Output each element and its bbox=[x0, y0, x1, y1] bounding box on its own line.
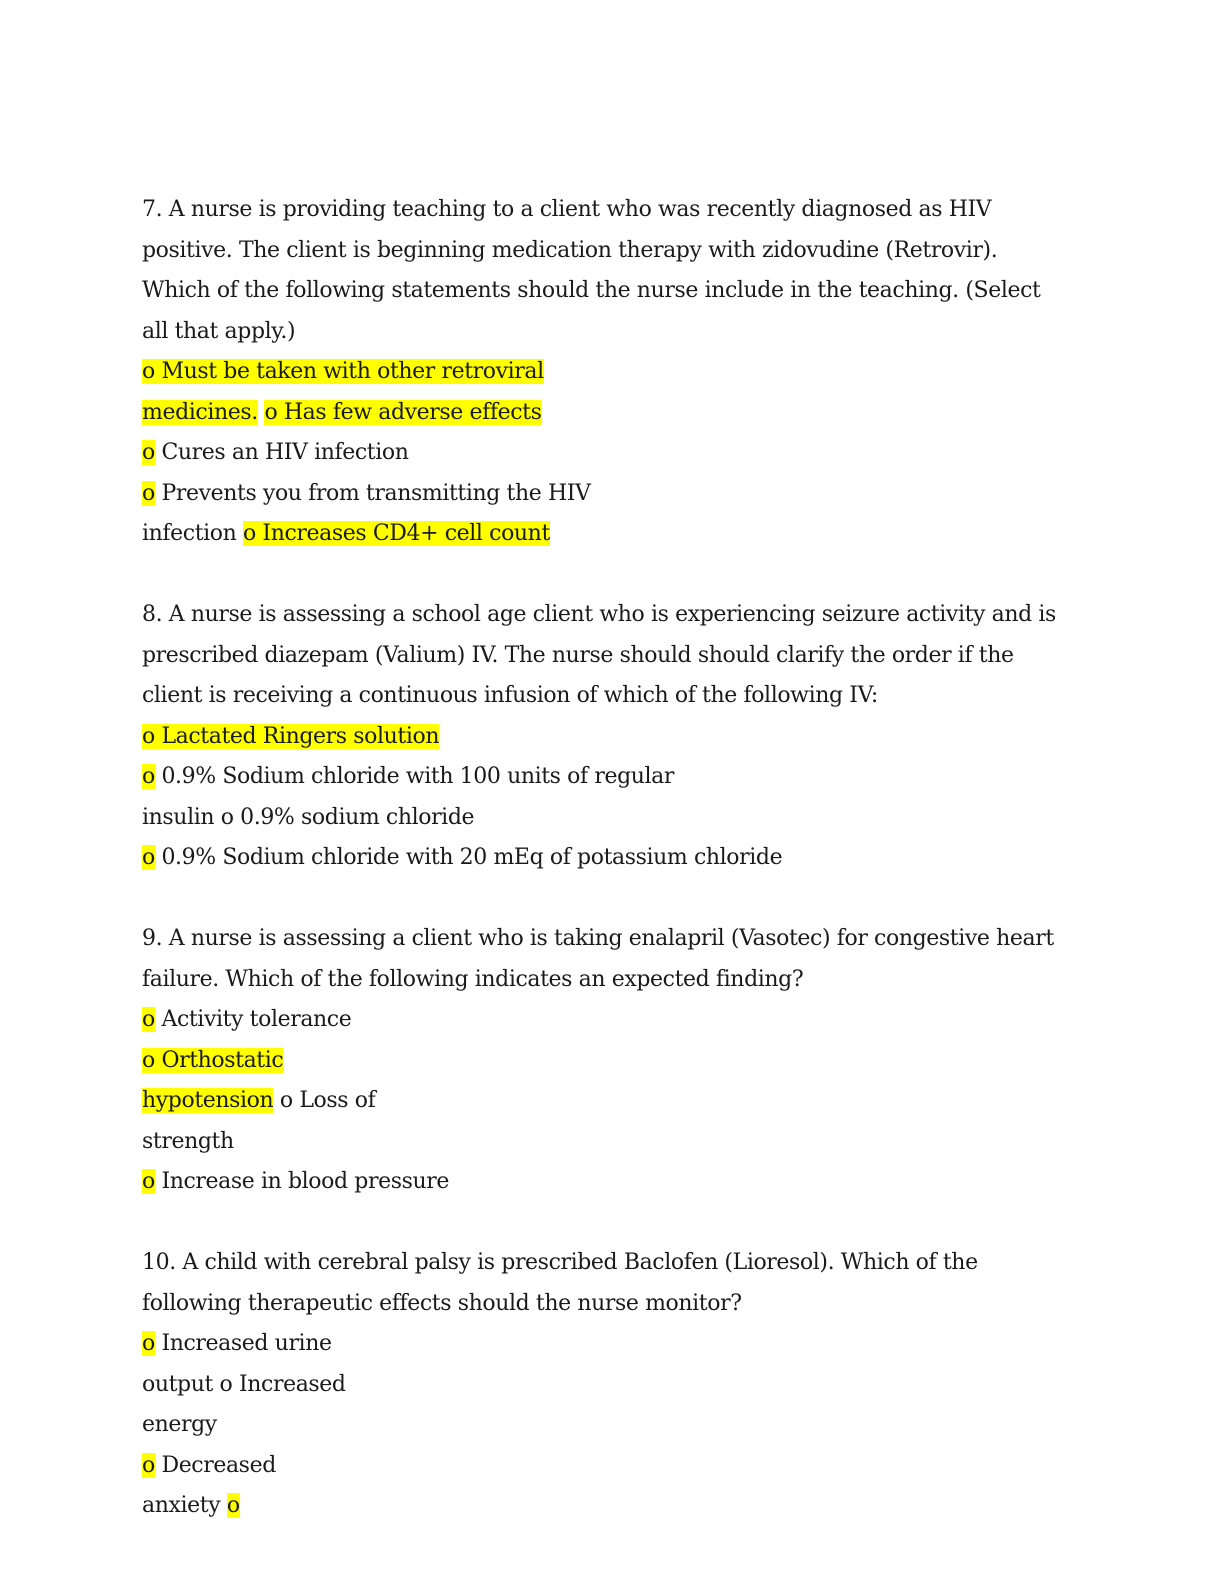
highlighted-option: hypotension bbox=[142, 1088, 274, 1113]
option-line bbox=[142, 1000, 1042, 1041]
option-text: Decreased bbox=[154, 1452, 276, 1478]
question-stem-line: all that apply.) bbox=[142, 318, 296, 344]
option-text: anxiety bbox=[142, 1493, 227, 1518]
option-bullet: o bbox=[226, 1493, 240, 1518]
option-line bbox=[142, 352, 1042, 393]
highlighted-option: medicines. bbox=[142, 399, 258, 425]
spacer bbox=[142, 555, 1042, 596]
option-bullet: o bbox=[142, 1007, 155, 1032]
question-stem-line: 8. A nurse is assessing a school age client who is experiencing seizure activity and is bbox=[142, 602, 1056, 627]
question-stem-line: 9. A nurse is assessing a client who is taking enalapril (Vasotec) for congestive heart bbox=[142, 926, 1054, 951]
option-line bbox=[142, 514, 1042, 555]
highlighted-option: o Has few adverse effects bbox=[264, 399, 542, 425]
question-9 bbox=[142, 919, 1054, 1203]
highlighted-option: o Lactated Ringers solution bbox=[142, 723, 440, 749]
option-bullet: o bbox=[142, 1331, 155, 1356]
option-line bbox=[142, 393, 1042, 434]
option-bullet: o bbox=[142, 480, 155, 506]
option-text: Prevents you from transmitting the HIV bbox=[154, 480, 591, 506]
option-bullet: o bbox=[142, 764, 155, 789]
highlighted-option: o Orthostatic bbox=[142, 1047, 284, 1073]
option-bullet: o bbox=[142, 845, 155, 870]
option-text: o Loss of bbox=[273, 1088, 376, 1113]
question-stem-line: prescribed diazepam (Valium) IV. The nurse should should clarify the order if the bbox=[142, 642, 1014, 668]
spacer bbox=[142, 1203, 1042, 1244]
option-text: Increase in blood pressure bbox=[154, 1169, 449, 1194]
option-bullet: o bbox=[142, 440, 155, 465]
option-line bbox=[142, 433, 1042, 474]
question-stem-line: 10. A child with cerebral palsy is prescribed Baclofen (Lioresol). Which of the bbox=[142, 1250, 978, 1275]
option-line: strength bbox=[142, 1128, 234, 1154]
option-line bbox=[142, 1081, 1042, 1122]
question-stem-line: client is receiving a continuous infusion of which of the following IV: bbox=[142, 683, 878, 708]
question-8 bbox=[142, 595, 1056, 879]
question-stem-line: failure. Which of the following indicates an expected finding? bbox=[142, 966, 804, 992]
question-stem-line: 7. A nurse is providing teaching to a client who was recently diagnosed as HIV bbox=[142, 197, 992, 222]
option-bullet: o bbox=[142, 1452, 155, 1478]
question-stem-line: Which of the following statements should the nurse include in the teaching. (Select bbox=[142, 278, 1041, 303]
option-line bbox=[142, 1446, 1042, 1487]
document-page bbox=[142, 190, 1056, 1527]
option-line bbox=[142, 757, 1042, 798]
spacer bbox=[142, 879, 1042, 920]
option-line bbox=[142, 474, 1042, 515]
question-10 bbox=[142, 1243, 1042, 1527]
option-text: Increased urine bbox=[154, 1331, 332, 1356]
question-stem-line: following therapeutic effects should the nurse monitor? bbox=[142, 1290, 742, 1316]
option-line bbox=[142, 1162, 1042, 1203]
option-line: output o Increased bbox=[142, 1371, 346, 1397]
option-bullet: o bbox=[142, 1169, 155, 1194]
option-line bbox=[142, 838, 1042, 879]
option-text: 0.9% Sodium chloride with 100 units of regular bbox=[154, 764, 675, 789]
option-line: insulin o 0.9% sodium chloride bbox=[142, 804, 475, 830]
option-line bbox=[142, 1486, 1042, 1527]
option-text: infection bbox=[142, 521, 243, 546]
option-text: Activity tolerance bbox=[154, 1007, 352, 1032]
option-text: 0.9% Sodium chloride with 20 mEq of potassium chloride bbox=[154, 845, 783, 870]
option-line bbox=[142, 1324, 1042, 1365]
option-text: Cures an HIV infection bbox=[154, 440, 409, 465]
question-7 bbox=[142, 190, 1042, 555]
question-stem-line: positive. The client is beginning medication therapy with zidovudine (Retrovir). bbox=[142, 237, 998, 263]
option-line bbox=[142, 717, 1042, 758]
option-line: energy bbox=[142, 1412, 217, 1437]
highlighted-option: o Must be taken with other retroviral bbox=[142, 359, 544, 384]
option-line bbox=[142, 1041, 1042, 1082]
highlighted-option: o Increases CD4+ cell count bbox=[242, 521, 550, 546]
